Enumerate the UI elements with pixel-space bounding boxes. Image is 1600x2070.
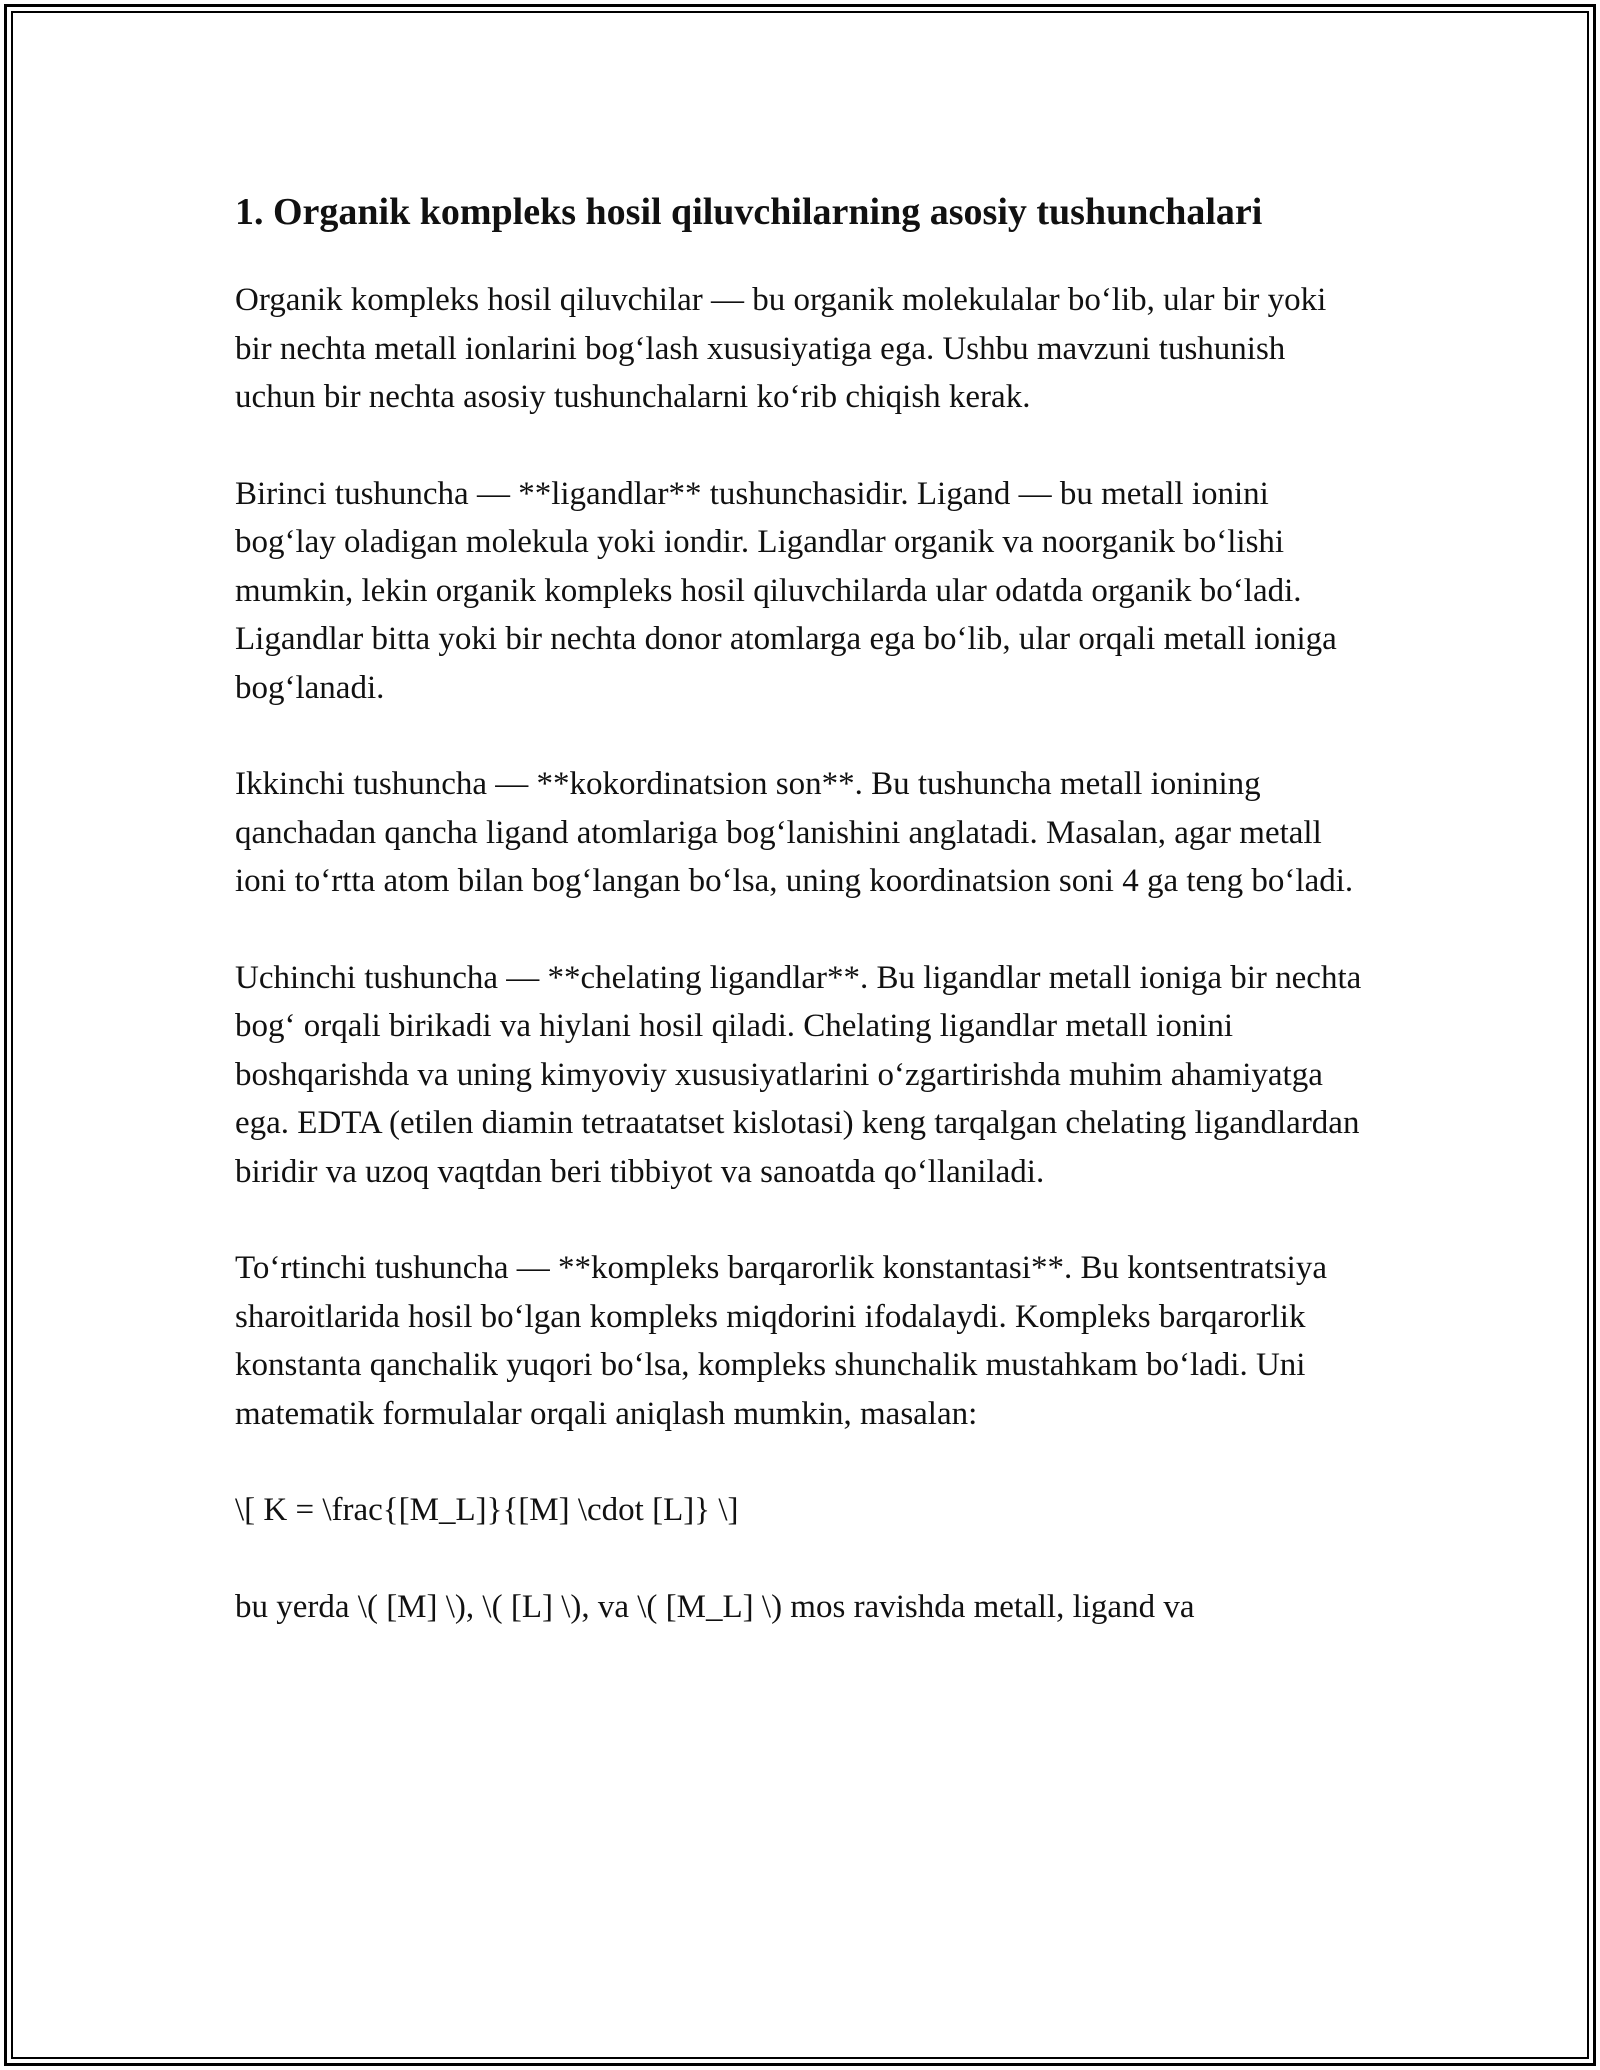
formula-stability-constant: \[ K = \frac{[M_L]}{[M] \cdot [L]} \] — [235, 1492, 739, 1528]
paragraph-stability-constant: To‘rtinchi tushuncha — **kompleks barqarorlik konstantasi**. Bu kontsentratsiya sharoitlarida hosil bo‘lgan kompleks miqdorini ifodalaydi. Kompleks barqarorlik konstanta qanchalik yuqori bo‘lsa, kompleks shunchalik mustahkam bo‘ladi. Uni matematik formulalar orqali aniqlash mumkin, masalan: — [235, 1250, 1327, 1432]
document-body — [235, 185, 1365, 1679]
paragraph-coordination-number: Ikkinchi tushuncha — **kokordinatsion son**. Bu tushuncha metall ionining qanchadan qancha ligand atomlariga bog‘lanishini anglatadi. Masalan, agar metall ioni to‘rtta atom bilan bog‘langan bo‘lsa, uning koordinatsion soni 4 ga teng bo‘ladi. — [235, 766, 1354, 899]
paragraph-chelating-ligands: Uchinchi tushuncha — **chelating ligandlar**. Bu ligandlar metall ioniga bir nechta bog‘ orqali birikadi va hiylani hosil qiladi. Chelating ligandlar metall ionini boshqarishda va uning kimyoviy xususiyatlarini o‘zgartirishda muhim ahamiyatga ega. EDTA (etilen diamin tetraatatset kislotasi) keng tarqalgan chelating ligandlardan biridir va uzoq vaqtdan beri tibbiyot va sanoatda qo‘llaniladi. — [235, 959, 1362, 1190]
paragraph-formula-explanation: bu yerda \( [M] \), \( [L] \), va \( [M_L] \) mos ravishda metall, ligand va — [235, 1588, 1195, 1625]
paragraph-intro: Organik kompleks hosil qiluvchilar — bu organik molekulalar bo‘lib, ular bir yoki bir nechta metall ionlarini bog‘lash xususiyatiga ega. Ushbu mavzuni tushunish uchun bir nechta asosiy tushunchalarni ko‘rib chiqish kerak. — [235, 282, 1327, 415]
paragraph-ligands: Birinci tushuncha — **ligandlar** tushunchasidir. Ligand — bu metall ionini bog‘lay oladigan molekula yoki iondir. Ligandlar organik va noorganik bo‘lishi mumkin, lekin organik kompleks hosil qiluvchilarda ular odatda organik bo‘ladi. Ligandlar bitta yoki bir nechta donor atomlarga ega bo‘lib, ular orqali metall ioniga bog‘lanadi. — [235, 475, 1337, 706]
section-heading: 1. Organik kompleks hosil qiluvchilarning asosiy tushunchalari — [235, 191, 1263, 233]
